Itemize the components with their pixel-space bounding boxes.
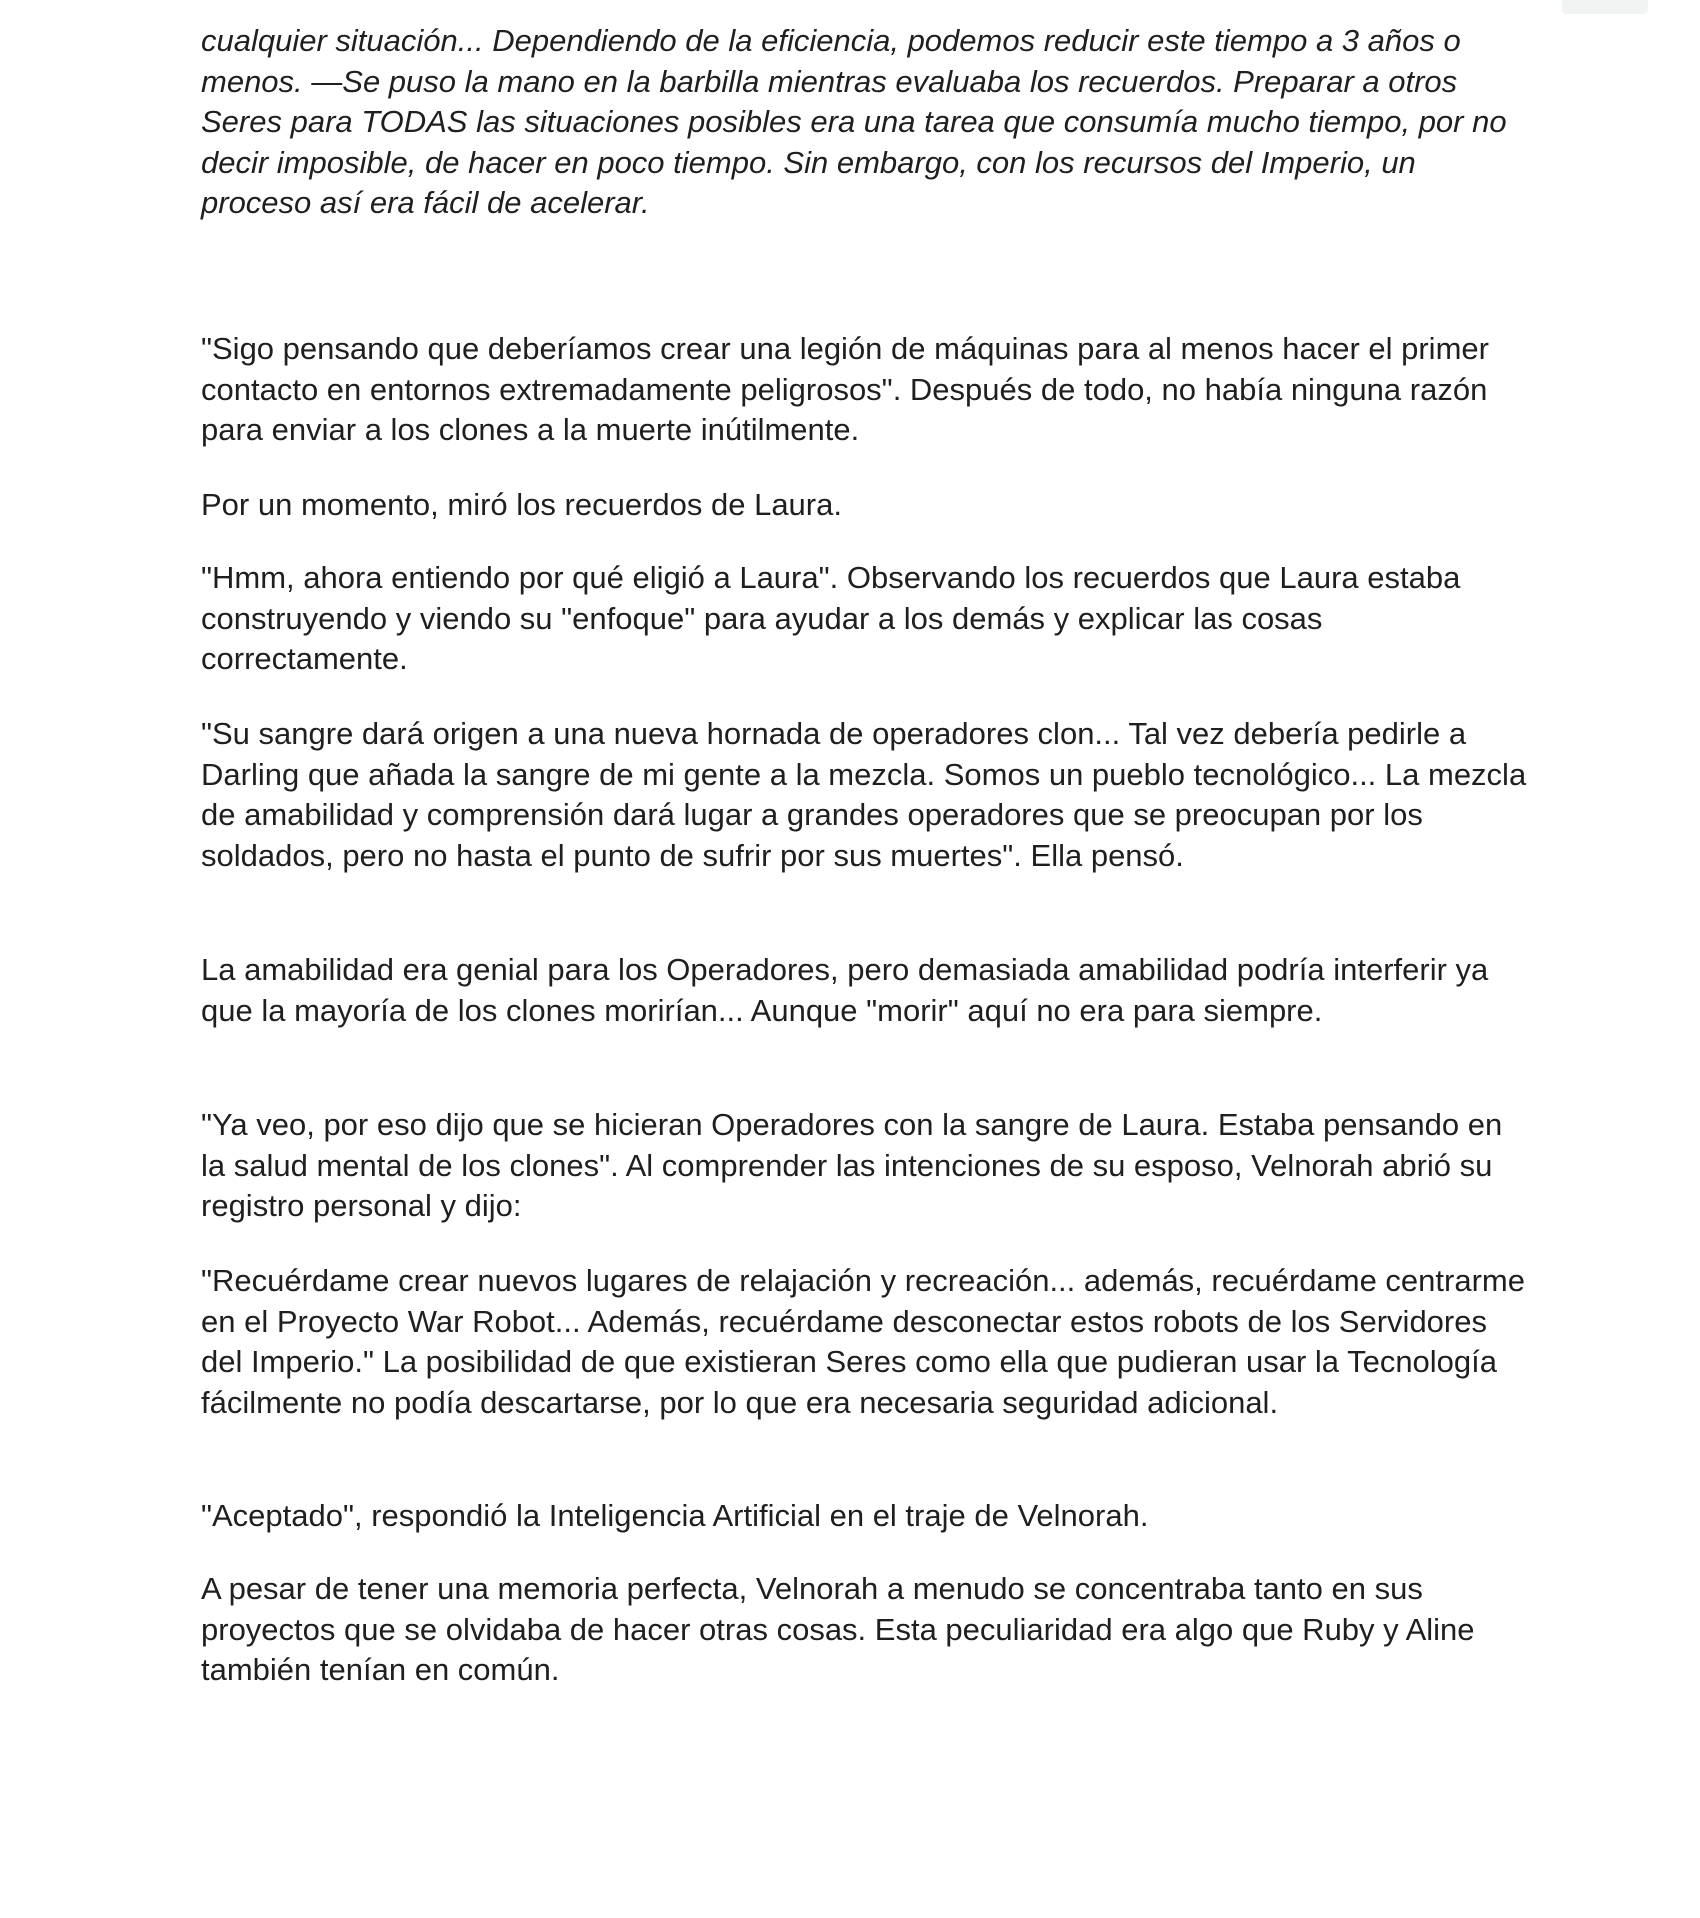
paragraph-9: A pesar de tener una memoria perfecta, Velnorah a menudo se concentraba tanto en sus proyectos que se olvidaba de hacer otras cosas. Esta peculiaridad era algo que Ruby y Aline también tenían en común. bbox=[201, 1571, 1475, 1687]
page-corner-mark bbox=[1562, 0, 1648, 14]
paragraph-8: "Aceptado", respondió la Inteligencia Artificial en el traje de Velnorah. bbox=[201, 1498, 1149, 1533]
paragraph-3: "Hmm, ahora entiendo por qué eligió a Laura". Observando los recuerdos que Laura estaba construyendo y viendo su "enfoque" para ayudar a los demás y explicar las cosas correctamente. bbox=[201, 560, 1461, 676]
paragraph-1: "Sigo pensando que deberíamos crear una legión de máquinas para al menos hacer el primer contacto en entornos extremadamente peligrosos". Después de todo, no había ninguna razón para enviar a los clones a la muerte inútilmente. bbox=[201, 331, 1489, 447]
paragraph-4: "Su sangre dará origen a una nueva hornada de operadores clon... Tal vez debería pedirle a Darling que añada la sangre de mi gente a la mezcla. Somos un pueblo tecnológico... La mezcla de amabilidad y comprensión dará lugar a grandes operadores que se preocupan por los soldados, pero no hasta el punto de sufrir por sus muertes". Ella pensó. bbox=[201, 716, 1527, 873]
italic-paragraph: cualquier situación... Dependiendo de la eficiencia, podemos reducir este tiempo a 3 años o menos. —Se puso la mano en la barbilla mientras evaluaba los recuerdos. Preparar a otros Seres para TODAS las situaciones posibles era una tarea que consumía mucho tiempo, por no decir imposible, de hacer en poco tiempo. Sin embargo, con los recursos del Imperio, un proceso así era fácil de acelerar. bbox=[201, 23, 1507, 220]
paragraph-7: "Recuérdame crear nuevos lugares de relajación y recreación... además, recuérdame centrarme en el Proyecto War Robot... Además, recuérdame desconectar estos robots de los Servidores del Imperio." La posibilidad de que existieran Seres como ella que pudieran usar la Tecnología fácilmente no podía descartarse, por lo que era necesaria seguridad adicional. bbox=[201, 1263, 1525, 1420]
paragraph-5: La amabilidad era genial para los Operadores, pero demasiada amabilidad podría interferir ya que la mayoría de los clones morirían... Aunque "morir" aquí no era para siempre. bbox=[201, 952, 1489, 1028]
paragraph-2: Por un momento, miró los recuerdos de Laura. bbox=[201, 487, 842, 522]
paragraph-6: "Ya veo, por eso dijo que se hicieran Operadores con la sangre de Laura. Estaba pensando en la salud mental de los clones". Al comprender las intenciones de su esposo, Velnorah abrió su registro personal y dijo: bbox=[201, 1107, 1503, 1223]
